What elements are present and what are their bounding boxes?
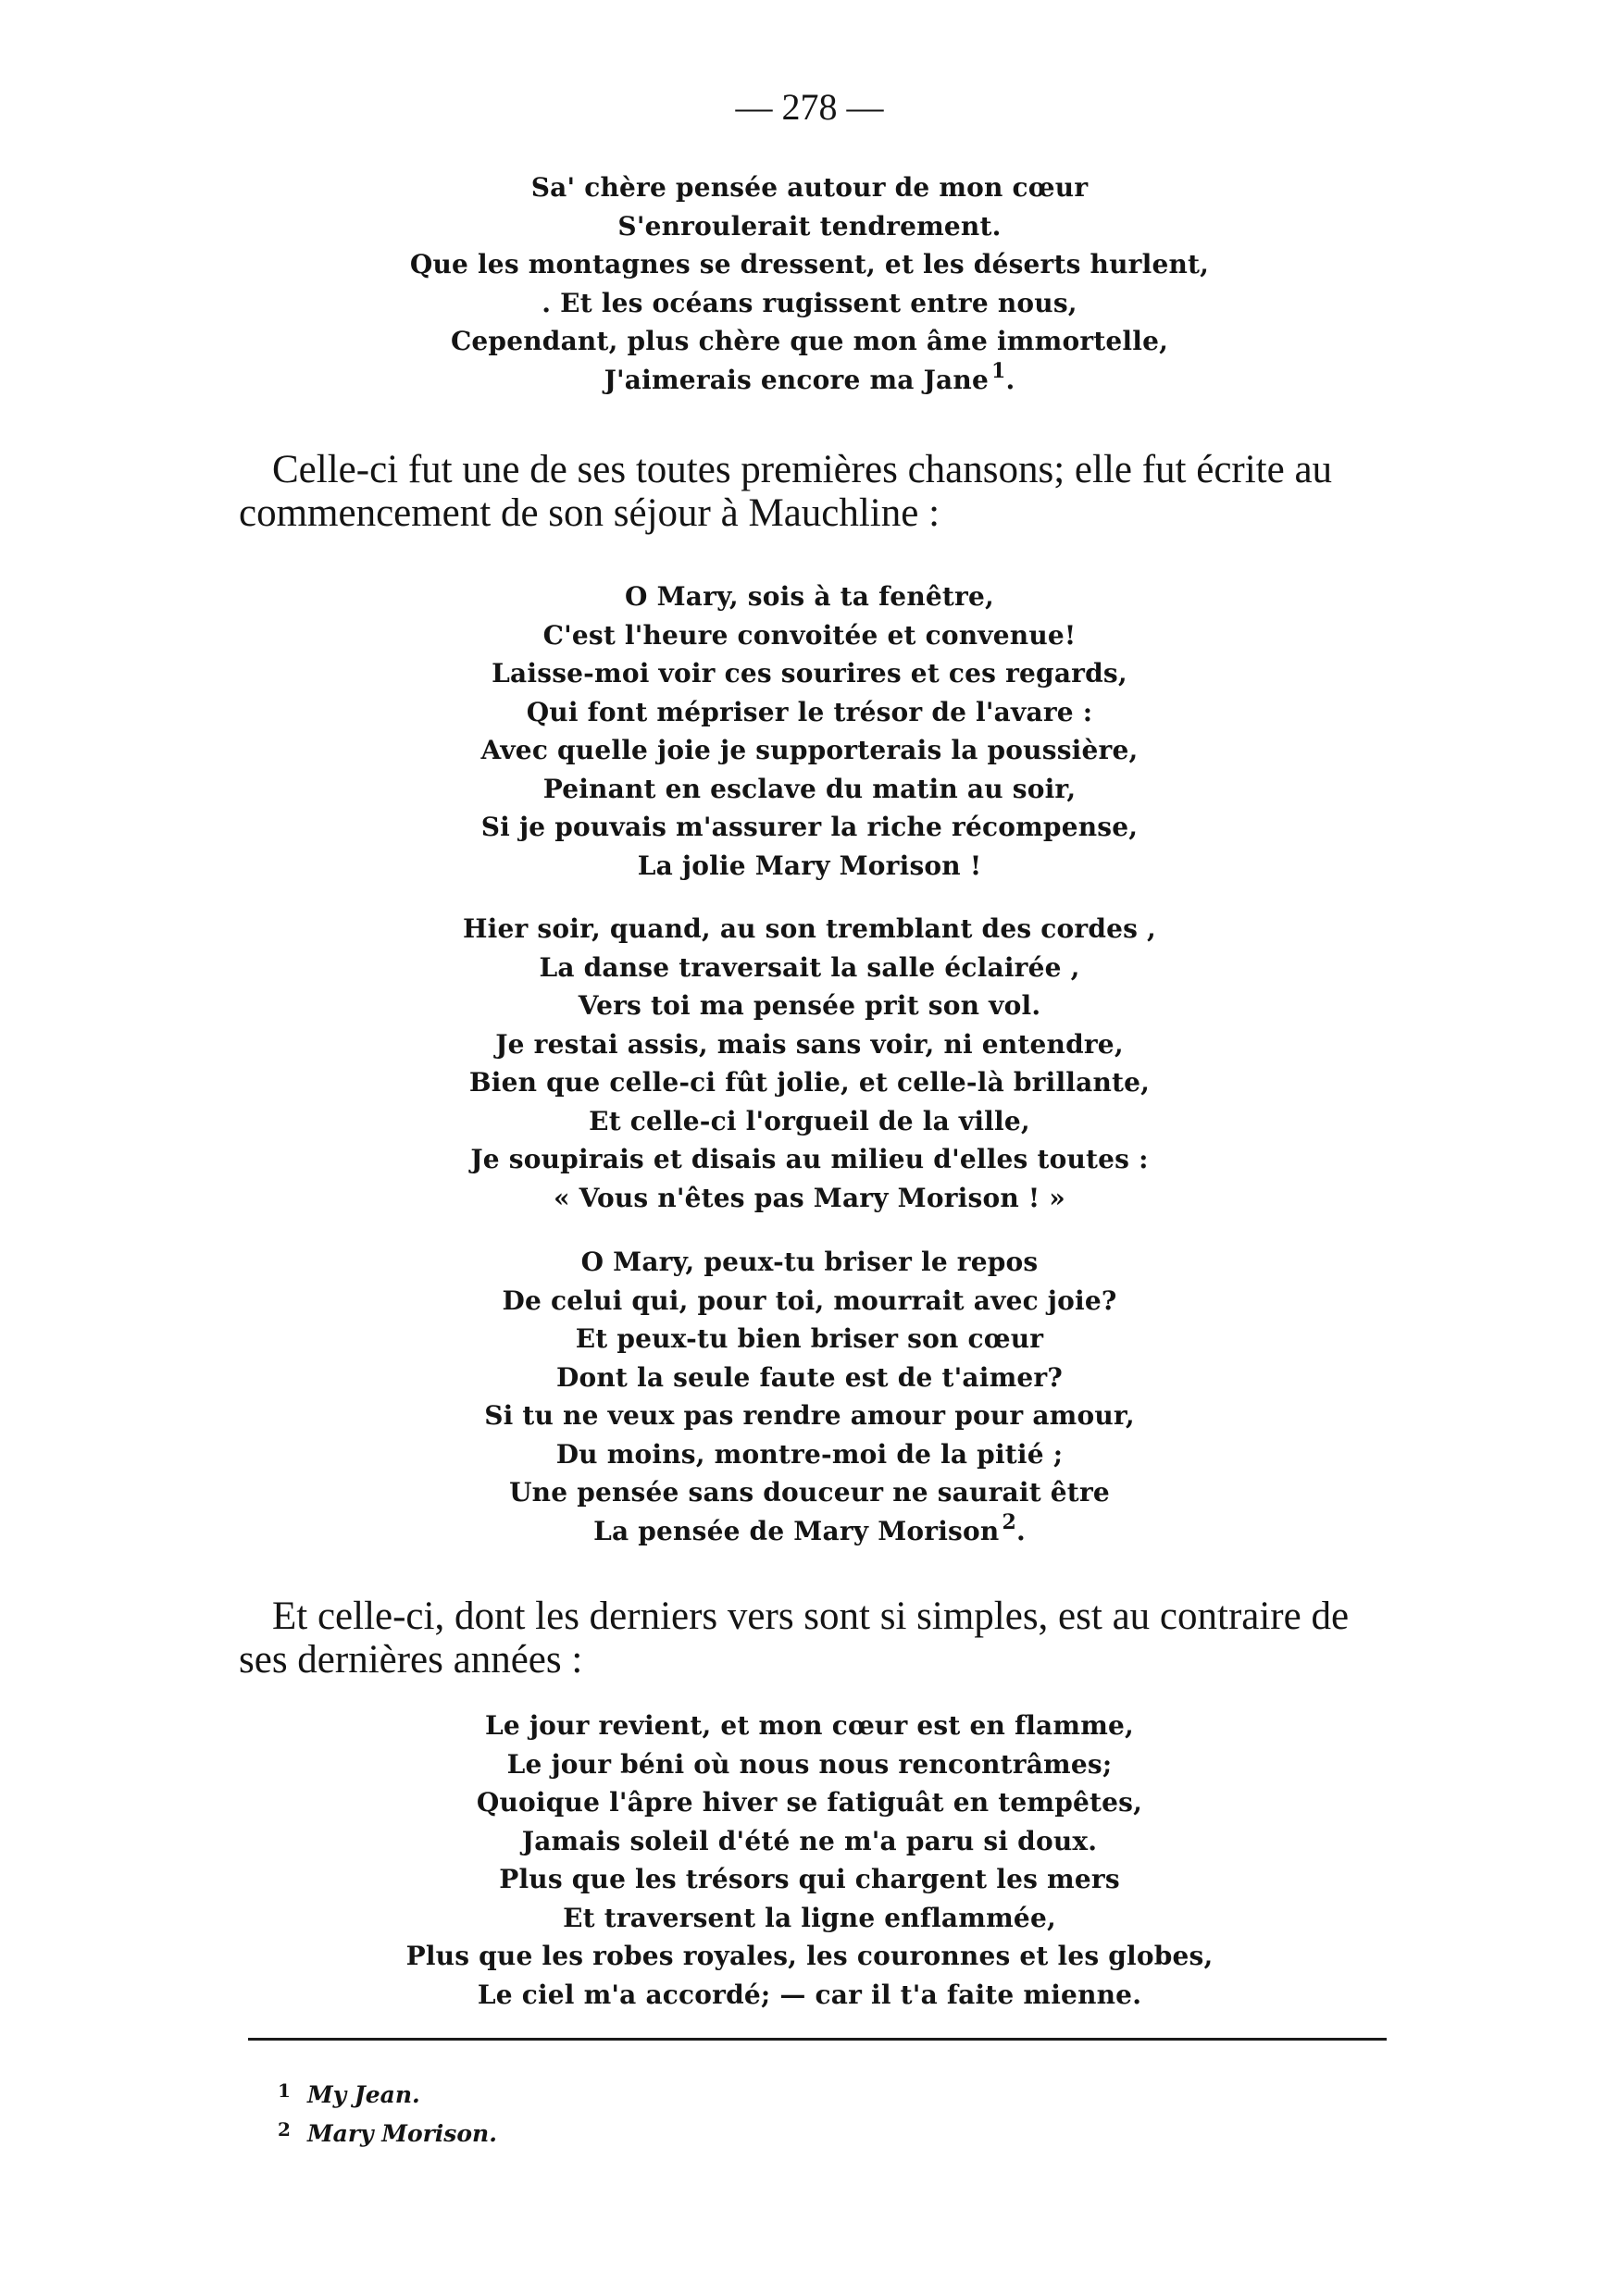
verse-line: Vers toi ma pensée prit son vol. — [578, 990, 1041, 1021]
footnote — [278, 2110, 497, 2149]
footnote-divider — [248, 2038, 1387, 2041]
footnote — [278, 2071, 497, 2110]
verse-line: S'enroulerait tendrement. — [617, 210, 1002, 242]
verse-line: Sa' chère pensée autour de mon cœur — [530, 172, 1089, 203]
verse-line: Je soupirais et disais au milieu d'elles toutes : — [470, 1144, 1149, 1174]
verse-line: Et celle-ci l'orgueil de la ville, — [589, 1105, 1030, 1136]
verse-line: Du moins, montre-moi de la pitié ; — [555, 1438, 1064, 1470]
verse-line: Cependant, plus chère que mon âme immortelle, — [450, 326, 1169, 356]
footnotes — [278, 2071, 497, 2149]
verse-line: Si tu ne veux pas rendre amour pour amour, — [484, 1400, 1135, 1431]
verse-line: Laisse-moi voir ces sourires et ces regards, — [492, 658, 1127, 689]
verse-line-punct: . — [1005, 364, 1015, 395]
stanza-top — [0, 168, 1619, 399]
verse-line: Je restai assis, mais sans voir, ni entendre, — [495, 1028, 1124, 1060]
footnote-ref: 2 — [1002, 1509, 1016, 1534]
verse-line: Plus que les robes royales, les couronnes et les globes, — [405, 1941, 1214, 1971]
footnote-text: My Jean. — [307, 2081, 420, 2108]
verse-line: « Vous n'êtes pas Mary Morison ! » — [553, 1182, 1066, 1213]
prose-paragraph-1 — [239, 448, 1394, 535]
verse-line: Peinant en esclave du matin au soir, — [542, 773, 1077, 804]
verse-line: Jamais soleil d'été ne m'a paru si doux. — [521, 1825, 1098, 1856]
verse-line: La danse traversait la salle éclairée , — [539, 951, 1080, 983]
verse-line: Hier soir, quand, au son tremblant des cordes , — [463, 913, 1156, 944]
verse-line: Le jour revient, et mon cœur est en flamme, — [485, 1710, 1134, 1741]
verse-line: Une pensée sans douceur ne saurait être — [509, 1477, 1110, 1508]
prose-line: Et celle-ci, dont les derniers vers sont si simples, est au contraire de — [272, 1595, 1350, 1638]
verse-line: Le jour béni où nous nous rencontrâmes; — [506, 1748, 1113, 1780]
footnote-number: 1 — [278, 2079, 291, 2102]
verse-line: Avec quelle joie je supporterais la poussière, — [480, 735, 1139, 765]
verse-line — [0, 358, 1619, 400]
verse-line — [0, 1509, 1619, 1551]
verse-line: Bien que celle-ci fût jolie, et celle-là brillante, — [468, 1067, 1151, 1098]
prose-line: commencement de son séjour à Mauchline : — [239, 491, 940, 535]
mary-stanza-1 — [0, 577, 1619, 885]
prose-paragraph-2 — [239, 1595, 1394, 1682]
verse-line: La jolie Mary Morison ! — [637, 850, 982, 881]
footnote-number: 2 — [278, 2118, 291, 2141]
mary-stanza-2 — [0, 910, 1619, 1217]
verse-line-text: La pensée de Mary Morison — [593, 1515, 1000, 1546]
mary-stanza-3 — [0, 1243, 1619, 1550]
verse-line: Si je pouvais m'assurer la riche récompense, — [480, 812, 1139, 842]
verse-line: Dont la seule faute est de t'aimer? — [556, 1361, 1063, 1393]
verse-line: Plus que les trésors qui chargent les mers — [499, 1864, 1120, 1894]
verse-line: De celui qui, pour toi, mourrait avec joie? — [502, 1285, 1117, 1316]
prose-line: ses dernières années : — [239, 1638, 583, 1682]
verse-line: C'est l'heure convoitée et convenue! — [542, 619, 1077, 651]
verse-line: Que les montagnes se dressent, et les déserts hurlent, — [409, 249, 1210, 279]
footnote-ref: 1 — [990, 358, 1006, 383]
page-number: — 278 — — [735, 86, 884, 128]
verse-line: Quoique l'âpre hiver se fatiguât en tempêtes, — [476, 1787, 1143, 1818]
verse-line: . Et les océans rugissent entre nous, — [542, 287, 1077, 318]
verse-line: Et traversent la ligne enflammée, — [563, 1902, 1056, 1933]
verse-line: Et peux-tu bien briser son cœur — [575, 1323, 1044, 1354]
verse-line-text: J'aimerais encore ma Jane — [604, 364, 989, 395]
footnote-text: Mary Morison. — [307, 2120, 497, 2147]
verse-line: O Mary, sois à ta fenêtre, — [625, 581, 994, 612]
day-stanza — [0, 1706, 1619, 2014]
verse-line: Qui font mépriser le trésor de l'avare : — [526, 696, 1093, 727]
verse-line-punct: . — [1015, 1515, 1026, 1546]
prose-line: Celle-ci fut une de ses toutes premières chansons; elle fut écrite au — [272, 448, 1333, 491]
verse-line: Le ciel m'a accordé; — car il t'a faite mienne. — [477, 1979, 1142, 2010]
verse-line: O Mary, peux-tu briser le repos — [580, 1247, 1039, 1277]
